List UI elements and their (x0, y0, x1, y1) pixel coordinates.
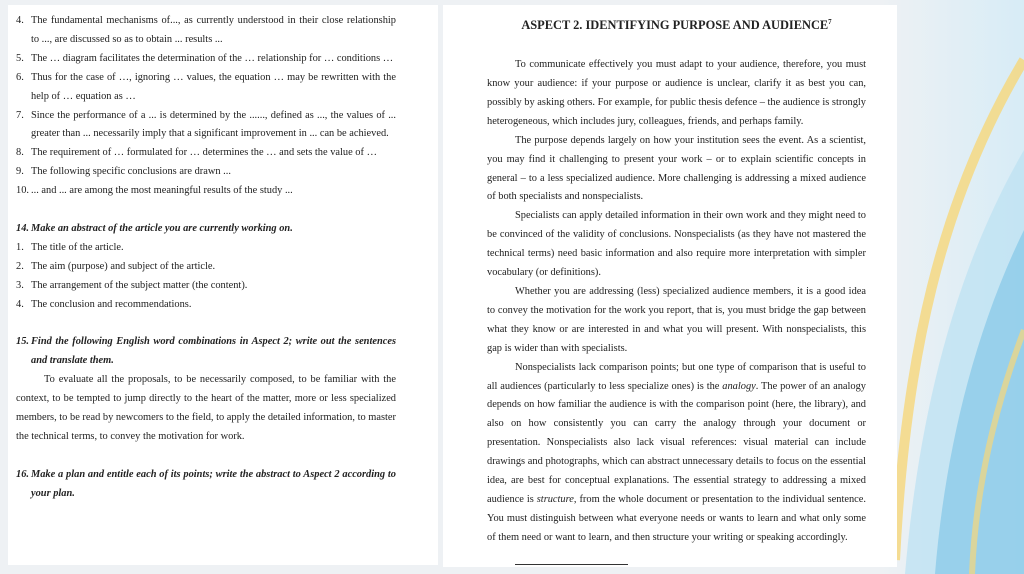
item-text: The arrangement of the subject matter (the content). (31, 279, 248, 291)
item-text: The … diagram facilitates the determination of the … relationship for … conditions … (31, 52, 394, 64)
list-item (16, 163, 396, 182)
item-number: 4. (16, 15, 24, 26)
paragraph (487, 359, 866, 548)
item-text: The aim (purpose) and subject of the article. (31, 260, 216, 272)
list-item (16, 12, 396, 50)
list-item (16, 69, 396, 107)
item-number: 5. (16, 52, 24, 64)
item-number: 8. (16, 147, 24, 159)
text-run: , from the whole document or presentation to the individual sentence. You must distinguish between what everyone needs or wants to learn and what only some of them need or want to learn, and then structure your writing or speaking accordingly. (487, 493, 866, 543)
task-text: Make an abstract of the article you are currently working on. (31, 222, 293, 234)
item-text: Since the performance of a ... is determined by the ......, defined as ..., the values of ... greater than ... necessarily imply that a significant improvement in ... can be achieved. (31, 109, 396, 140)
item-number: 4. (16, 298, 24, 310)
task-number: 16. (16, 468, 29, 480)
paragraph: The purpose depends largely on how your institution sees the event. As a scientist, you may find it challenging to present your work – or to explain scientific concepts in general – to a less specialized audience. More challenging is addressing a mixed audience of both specialists and nonspecialists. (487, 134, 866, 203)
item-number: 2. (16, 260, 24, 272)
task-text: Make a plan and entitle each of its points; write the abstract to Aspect 2 according to your plan. (31, 468, 396, 499)
emphasis-analogy: analogy (722, 380, 756, 392)
emphasis-structure: structure (536, 493, 574, 505)
item-text: ... and ... are among the most meaningful results of the study ... (31, 185, 293, 197)
paragraph: Whether you are addressing (less) specialized audience members, it is a good idea to convey the motivation for the work you report, that is, you must bridge the gap between what they know or are interested in and what you will present. With nonspecialists, this gap is wider than with specialists. (487, 286, 866, 354)
list-item (16, 50, 396, 69)
item-number: 3. (16, 279, 24, 291)
list-item (16, 277, 396, 296)
task-text: Find the following English word combinations in Aspect 2; write out the sentences and translate them. (31, 336, 396, 367)
left-document-page (8, 5, 438, 565)
item-number: 1. (16, 241, 24, 253)
item-text: Thus for the case of …, ignoring … values, the equation … may be rewritten with the help of … equation as … (31, 71, 396, 102)
task-number: 15. (16, 336, 29, 348)
task-15-heading (16, 333, 396, 371)
abstract-outline-list (16, 239, 396, 315)
item-number: 7. (16, 109, 24, 121)
item-text: The following specific conclusions are drawn ... (31, 166, 231, 178)
right-document-page (443, 5, 897, 567)
fill-in-phrases-list (16, 12, 396, 201)
item-number: 6. (16, 71, 24, 83)
paragraph: Specialists can apply detailed information in their own work and they might need to be convinced of the validity of conclusions. Nonspecialists (as they have not mastered the technical terms) need basic information and also require more interpretation with simpler vocabulary (or definitions). (487, 210, 866, 279)
item-text: The requirement of … formulated for … determines the … and sets the value of … (31, 147, 377, 159)
list-item (16, 258, 396, 277)
footnote-divider (515, 564, 628, 565)
task-15-body: To evaluate all the proposals, to be necessarily composed, to be familiar with the context, to be tempted to jump directly to the heart of the matter, more or less specialized members, to be read by newcomers to the field, to apply the detailed information, to master the technical terms, to convey the motivation for work. (16, 374, 396, 442)
list-item (16, 239, 396, 258)
page-title (487, 12, 866, 35)
title-text: ASPECT 2. IDENTIFYING PURPOSE AND AUDIENCE (521, 18, 829, 33)
item-text: The conclusion and recommendations. (31, 298, 192, 310)
item-number: 9. (16, 166, 24, 178)
item-text: The fundamental mechanisms of..., as currently understood in their close relationship to ..., are discussed so as to obtain ... results ... (31, 15, 396, 45)
footnote-marker: 7 (828, 18, 832, 26)
paragraph: To communicate effectively you must adapt to your audience, therefore, you must know your audience: if your purpose or audience is unclear, clarify it as best you can, possibly by asking others. For example, for public thesis defence – the audience is strongly heterogeneous, which includes jury, colleagues, friends, and perhaps family. (487, 59, 866, 127)
task-14-heading (16, 220, 396, 239)
text-run: . The power of an analogy depends on how familiar the audience is with the comparison point (here, the library), and also on how consistently you can carry the analogy through your document or presentation. Nonspecialists also lack visual references: visual material can include drawings and photographs, which can abstract unnecessary details to focus on the essential idea, are best for conceptual explanations. The essential strategy to addressing a mixed audience is (487, 380, 866, 505)
list-item (16, 107, 396, 145)
item-number: 10. (16, 185, 29, 197)
item-text: The title of the article. (31, 241, 124, 253)
text-run: Nonspecialists lack comparison points; but one type of comparison that is useful to all audiences (particularly to less specialize ones) is the (487, 361, 866, 392)
list-item (16, 144, 396, 163)
task-number: 14. (16, 222, 29, 234)
list-item (16, 182, 396, 201)
task-16-heading (16, 466, 396, 504)
list-item (16, 296, 396, 315)
